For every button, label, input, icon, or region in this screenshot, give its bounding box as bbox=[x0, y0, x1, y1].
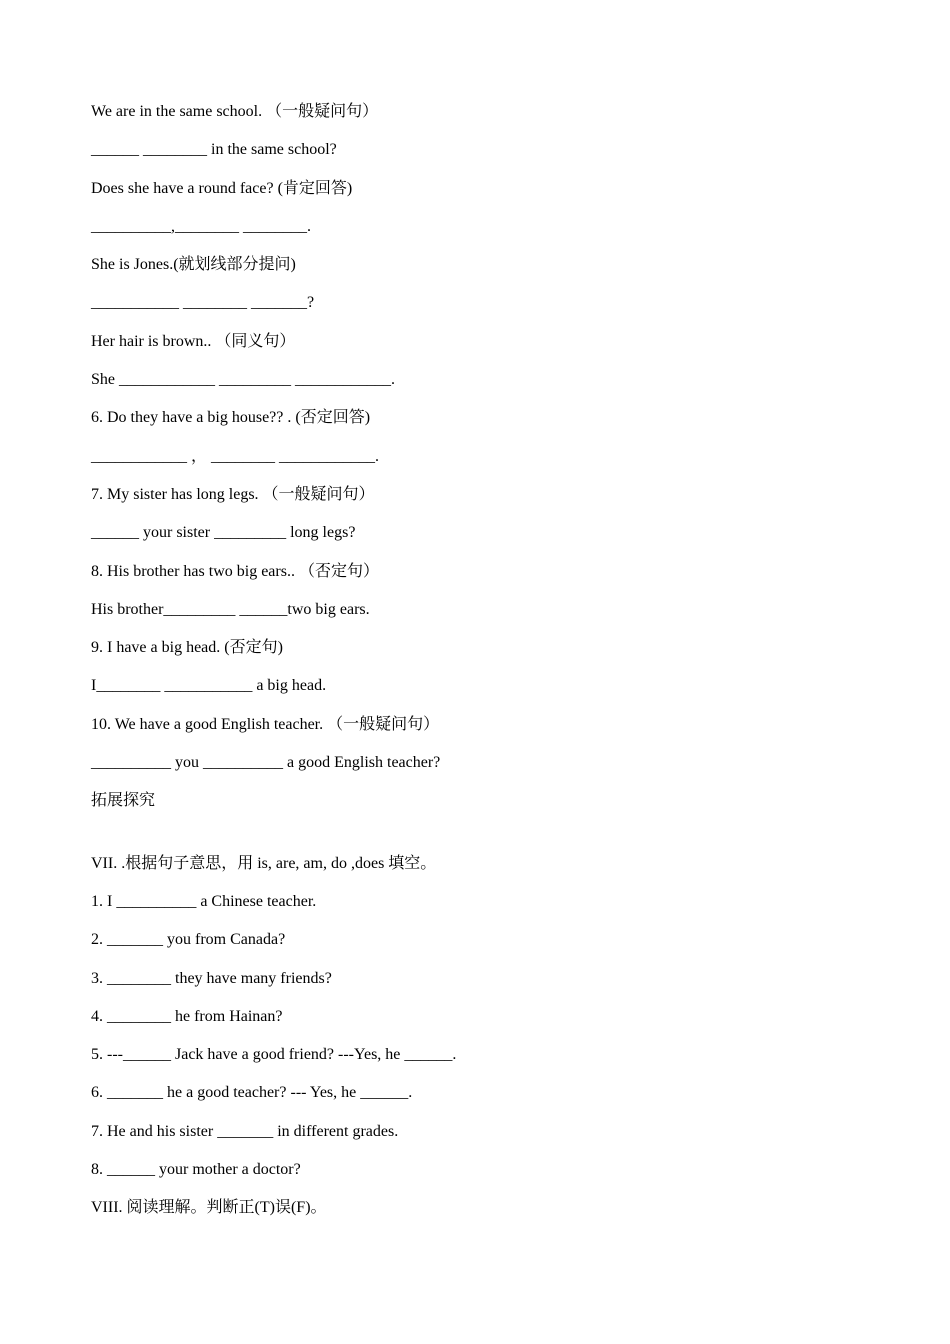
fill-in-item: 1. I __________ a Chinese teacher. bbox=[91, 892, 317, 910]
fill-in-item: 5. ---______ Jack have a good friend? ---Yes, he ______. bbox=[91, 1046, 457, 1064]
section-heading-extension: 拓展探究 bbox=[91, 792, 156, 810]
answer-line: She ____________ _________ ____________. bbox=[91, 371, 395, 389]
question-line: 9. I have a big head. (否定句) bbox=[91, 639, 283, 657]
fill-in-item: 3. ________ they have many friends? bbox=[91, 969, 332, 987]
fill-in-item: 4. ________ he from Hainan? bbox=[91, 1007, 283, 1025]
question-line: Does she have a round face? (肯定回答) bbox=[91, 179, 353, 197]
answer-line: I________ ___________ a big head. bbox=[91, 677, 327, 695]
question-line: She is Jones.(就划线部分提问) bbox=[91, 256, 296, 274]
question-line: 6. Do they have a big house?? . (否定回答) bbox=[91, 409, 371, 427]
fill-in-item: 6. _______ he a good teacher? --- Yes, he ______. bbox=[91, 1084, 413, 1102]
section-heading-vii: VII. .根据句子意思，用 is, are, am, do ,does 填空。 bbox=[91, 854, 437, 872]
question-line: 8. His brother has two big ears.. （否定句） bbox=[91, 562, 379, 580]
worksheet-page bbox=[91, 100, 891, 1235]
answer-line: __________ you __________ a good English teacher? bbox=[91, 754, 441, 772]
fill-in-item: 2. _______ you from Canada? bbox=[91, 931, 286, 949]
answer-line: ____________ ， ________ ____________. bbox=[91, 447, 380, 465]
answer-line: ______ your sister _________ long legs? bbox=[91, 524, 356, 542]
question-line: Her hair is brown.. （同义句） bbox=[91, 332, 296, 350]
section-gap bbox=[91, 828, 891, 852]
answer-line: ___________ ________ _______? bbox=[91, 294, 315, 312]
fill-in-item: 7. He and his sister _______ in different grades. bbox=[91, 1122, 399, 1140]
exercise-block-fill-in bbox=[91, 852, 891, 1235]
question-line: 10. We have a good English teacher. （一般疑问句） bbox=[91, 715, 440, 733]
exercise-block-sentence-transform bbox=[91, 100, 891, 828]
section-heading-viii: VIII. 阅读理解。判断正(T)误(F)。 bbox=[91, 1199, 327, 1217]
answer-line: ______ ________ in the same school? bbox=[91, 141, 337, 159]
fill-in-item: 8. ______ your mother a doctor? bbox=[91, 1161, 301, 1179]
answer-line: His brother_________ ______two big ears. bbox=[91, 600, 370, 618]
question-line: We are in the same school. （一般疑问句） bbox=[91, 103, 379, 120]
question-line: 7. My sister has long legs. （一般疑问句） bbox=[91, 485, 375, 503]
answer-line: __________,________ ________. bbox=[91, 217, 311, 235]
